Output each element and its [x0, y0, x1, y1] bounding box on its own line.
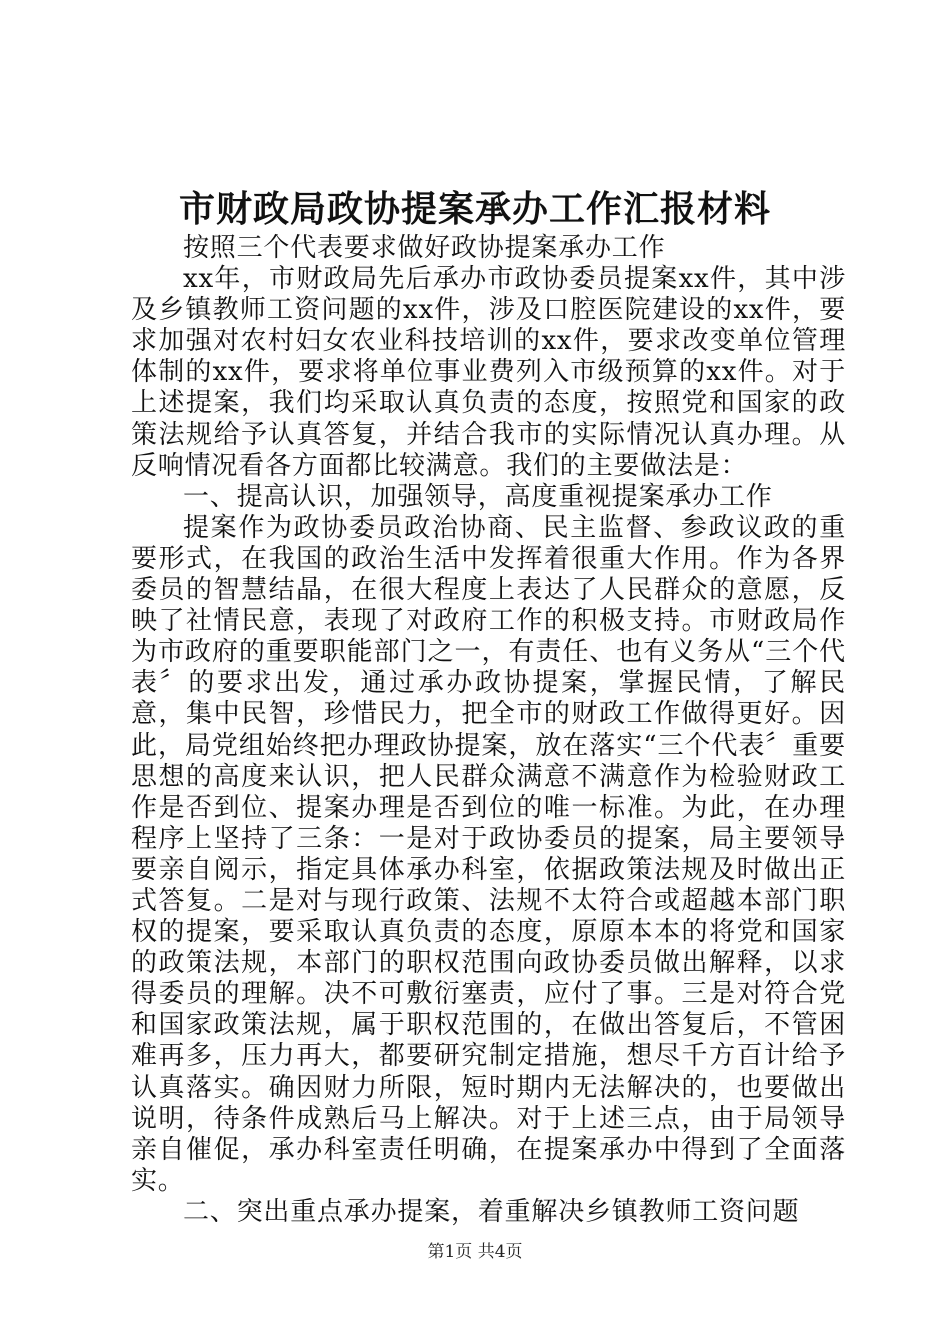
- document-title: 市财政局政协提案承办工作汇报材料: [178, 188, 771, 230]
- page-number-footer: 第1页 共4页: [427, 1242, 523, 1262]
- paragraph-subtitle: 按照三个代表要求做好政协提案承办工作: [183, 233, 666, 263]
- paragraph-intro: xx年，市财政局先后承办市政协委员提案xx件，其中涉及乡镇教师工资问题的xx件，涉及口腔医院建设的xx件，要求加强对农村妇女农业科技培训的xx件，要求改变单位管理体制的xx件，要求将单位事业费列入市级预算的xx件。对于上述提案，我们均采取认真负责的态度，按照党和国家的政策法规给予认真答复，并结合我市的实际情况认真办理。从反响情况看各方面都比较满意。我们的主要做法是：: [131, 264, 846, 481]
- paragraph-section-1: 提案作为政协委员政治协商、民主监督、参政议政的重要形式，在我国的政治生活中发挥着很重大作用。作为各界委员的智慧结晶，在很大程度上表达了人民群众的意愿，反映了社情民意，表现了对政府工作的积极支持。市财政局作为市政府的重要职能部门之一，有责任、也有义务从“三个代表〞的要求出发，通过承办政协提案，掌握民情，了解民意，集中民智，珍惜民力，把全市的财政工作做得更好。因此，局党组始终把办理政协提案，放在落实“三个代表〞重要思想的高度来认识，把人民群众满意不满意作为检验财政工作是否到位、提案办理是否到位的唯一标准。为此，在办理程序上坚持了三条：一是对于政协委员的提案，局主要领导要亲自阅示，指定具体承办科室，依据政策法规及时做出正式答复。二是对与现行政策、法规不太符合或超越本部门职权的提案，要采取认真负责的态度，原原本本的将党和国家的政策法规，本部门的职权范围向政协委员做出解释，以求得委员的理解。决不可敷衍塞责，应付了事。三是对符合党和国家政策法规，属于职权范围的，在做出答复后，不管困难再多，压力再大，都要研究制定措施，想尽千方百计给予认真落实。确因财力所限，短时期内无法解决的，也要做出说明，待条件成熟后马上解决。对于上述三点，由于局领导亲自催促，承办科室责任明确，在提案承办中得到了全面落实。: [131, 512, 846, 1196]
- document-body: [131, 233, 846, 1228]
- section-heading-1: 一、提高认识，加强领导，高度重视提案承办工作: [183, 481, 773, 512]
- section-heading-2: 二、突出重点承办提案，着重解决乡镇教师工资问题: [183, 1196, 800, 1227]
